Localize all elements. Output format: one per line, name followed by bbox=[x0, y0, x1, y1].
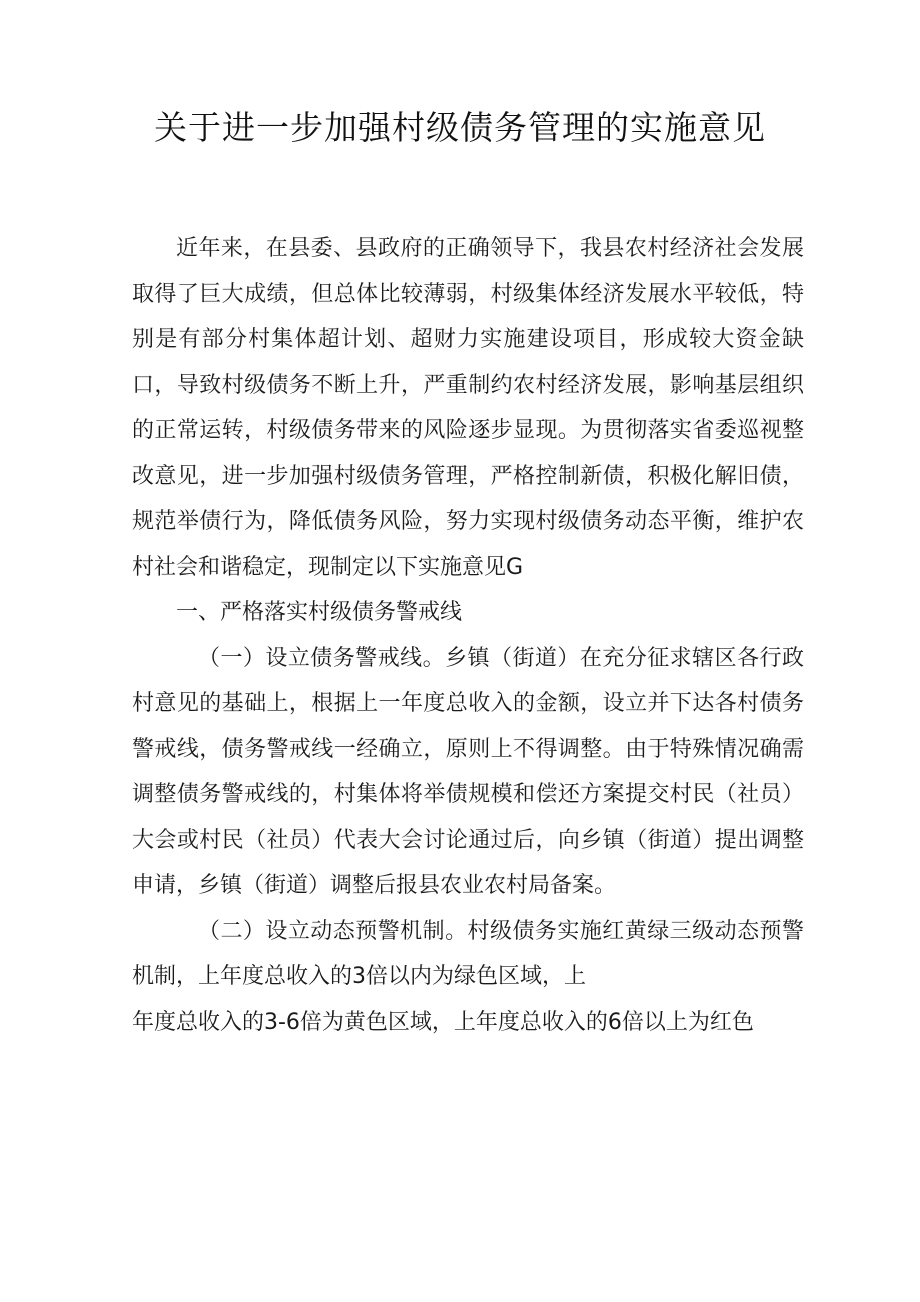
subsection-paragraph-2-continued: 年度总收入的3-6倍为黄色区域，上年度总收入的6倍以上为红色 bbox=[132, 1009, 754, 1035]
document-body bbox=[132, 226, 804, 1045]
section-heading: 一、严格落实村级债务警戒线 bbox=[176, 600, 463, 625]
intro-paragraph: 近年来，在县委、县政府的正确领导下，我县农村经济社会发展取得了巨大成绩，但总体比较薄弱，村级集体经济发展水平较低，特别是有部分村集体超计划、超财力实施建设项目，形成较大资金缺口，导致村级债务不断上升，严重制约农村经济发展，影响基层组织的正常运转，村级债务带来的风险逐步显现。为贯彻落实省委巡视整改意见，进一步加强村级债务管理，严格控制新债，积极化解旧债，规范举债行为，降低债务风险，努力实现村级债务动态平衡，维护农村社会和谐稳定，现制定以下实施意见G bbox=[132, 236, 804, 580]
subsection-paragraph-2: （二）设立动态预警机制。村级债务实施红黄绿三级动态预警机制，上年度总收入的3倍以内为绿色区域，上 bbox=[132, 918, 804, 989]
subsection-paragraph-1: （一）设立债务警戒线。乡镇（街道）在充分征求辖区各行政村意见的基础上，根据上一年度总收入的金额，设立并下达各村债务警戒线，债务警戒线一经确立，原则上不得调整。由于特殊情况确需调整债务警戒线的，村集体将举债规模和偿还方案提交村民（社员）大会或村民（社员）代表大会讨论通过后，向乡镇（街道）提出调整申请，乡镇（街道）调整后报县农业农村局备案。 bbox=[132, 645, 804, 898]
document-title: 关于进一步加强村级债务管理的实施意见 bbox=[154, 108, 766, 147]
